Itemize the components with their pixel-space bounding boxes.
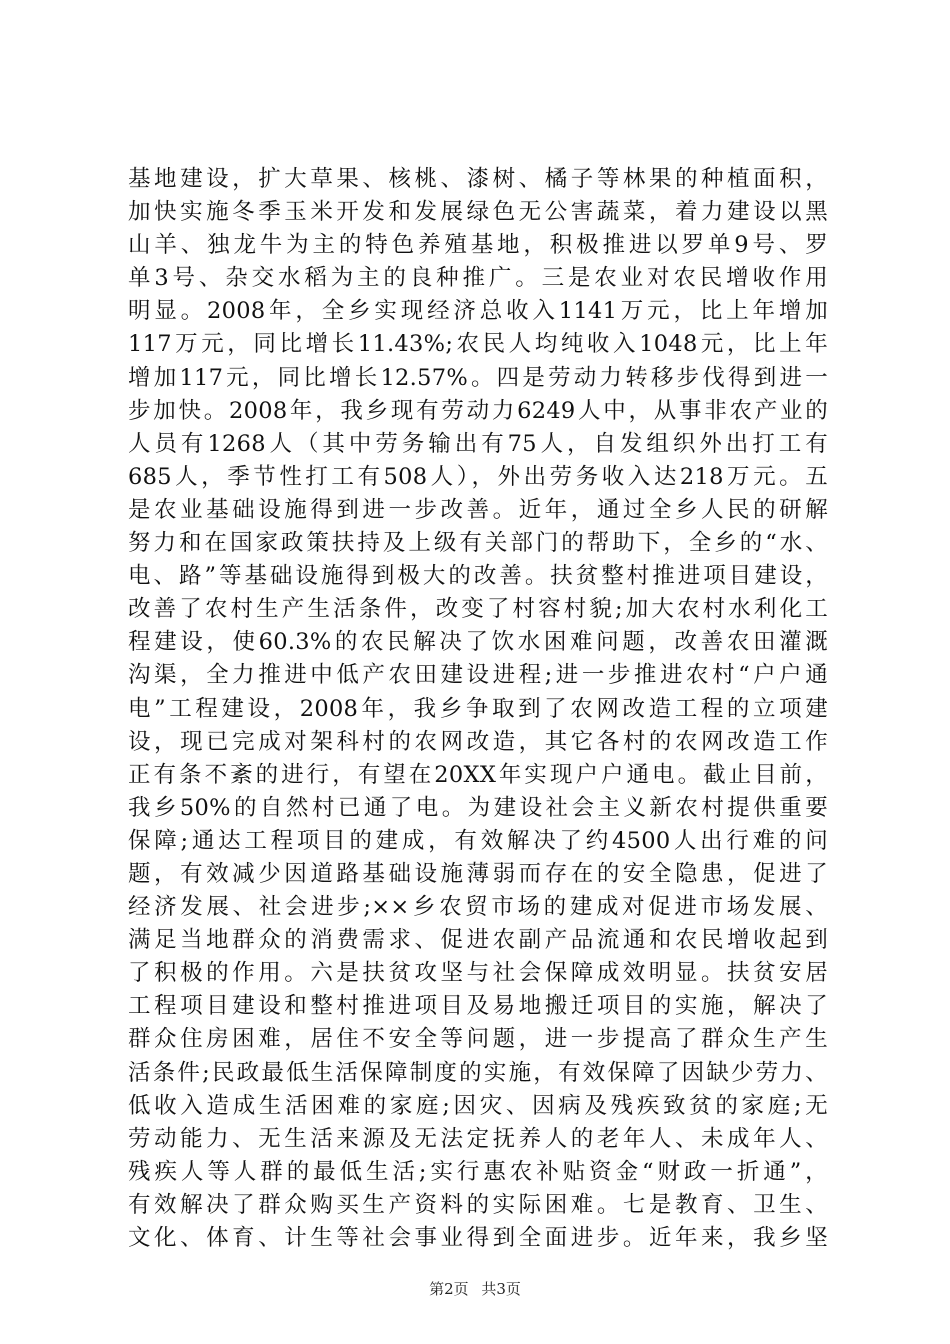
page-number: 第2页 <box>429 1280 469 1298</box>
body-text <box>128 163 828 1255</box>
text-line: 努力和在国家政策扶持及上级有关部门的帮助下，全乡的“水、 <box>128 530 828 557</box>
text-line: 保障;通达工程项目的建成，有效解决了约4500人出行难的问 <box>128 827 828 854</box>
text-line: 经济发展、社会进步;××乡农贸市场的建成对促进市场发展、 <box>128 894 828 921</box>
text-line: 单3号、杂交水稻为主的良种推广。三是农业对农民增收作用 <box>128 265 828 292</box>
text-line: 117万元，同比增长11.43%;农民人均纯收入1048元，比上年 <box>128 331 828 358</box>
text-line: 电、路”等基础设施得到极大的改善。扶贫整村推进项目建设， <box>128 563 828 590</box>
page-total: 共3页 <box>481 1280 521 1298</box>
text-line: 题，有效减少因道路基础设施薄弱而存在的安全隐患，促进了 <box>128 860 828 887</box>
text-line: 步加快。2008年，我乡现有劳动力6249人中，从事非农产业的 <box>128 397 828 424</box>
text-line: 我乡50%的自然村已通了电。为建设社会主义新农村提供重要 <box>128 794 828 821</box>
text-line: 残疾人等人群的最低生活;实行惠农补贴资金“财政一折通”， <box>128 1158 828 1185</box>
text-line: 加快实施冬季玉米开发和发展绿色无公害蔬菜，着力建设以黑 <box>128 199 828 226</box>
text-line: 改善了农村生产生活条件，改变了村容村貌;加大农村水利化工 <box>128 596 828 623</box>
text-line: 明显。2008年，全乡实现经济总收入1141万元，比上年增加 <box>128 298 828 325</box>
text-line: 有效解决了群众购买生产资料的实际困难。七是教育、卫生、 <box>128 1191 828 1218</box>
text-line: 程建设，使60.3%的农民解决了饮水困难问题，改善农田灌溉 <box>128 629 828 656</box>
text-line: 沟渠，全力推进中低产农田建设进程;进一步推进农村“户户通 <box>128 662 828 689</box>
text-line: 人员有1268人（其中劳务输出有75人，自发组织外出打工有 <box>128 430 828 457</box>
text-line: 低收入造成生活困难的家庭;因灾、因病及残疾致贫的家庭;无 <box>128 1092 828 1119</box>
text-line: 增加117元，同比增长12.57%。四是劳动力转移步伐得到进一 <box>128 364 828 391</box>
text-line: 电”工程建设，2008年，我乡争取到了农网改造工程的立项建 <box>128 695 828 722</box>
text-line: 群众住房困难，居住不安全等问题，进一步提高了群众生产生 <box>128 1026 828 1053</box>
text-line: 文化、体育、计生等社会事业得到全面进步。近年来，我乡坚 <box>128 1225 828 1251</box>
page-footer <box>0 1278 950 1299</box>
text-line: 685人，季节性打工有508人），外出劳务收入达218万元。五 <box>128 463 828 490</box>
text-line: 山羊、独龙牛为主的特色养殖基地，积极推进以罗单9号、罗 <box>128 232 828 259</box>
text-line: 满足当地群众的消费需求、促进农副产品流通和农民增收起到 <box>128 927 828 954</box>
text-line: 正有条不紊的进行，有望在20XX年实现户户通电。截止目前， <box>128 761 828 788</box>
text-line: 基地建设，扩大草果、核桃、漆树、橘子等林果的种植面积， <box>128 166 828 192</box>
text-line: 了积极的作用。六是扶贫攻坚与社会保障成效明显。扶贫安居 <box>128 960 828 987</box>
text-line: 设，现已完成对架科村的农网改造，其它各村的农网改造工作 <box>128 728 828 755</box>
text-line: 工程项目建设和整村推进项目及易地搬迁项目的实施，解决了 <box>128 993 828 1020</box>
text-line: 劳动能力、无生活来源及无法定抚养人的老年人、未成年人、 <box>128 1125 828 1152</box>
text-line: 是农业基础设施得到进一步改善。近年，通过全乡人民的研解 <box>128 496 828 523</box>
text-line: 活条件;民政最低生活保障制度的实施，有效保障了因缺少劳力、 <box>128 1059 828 1086</box>
